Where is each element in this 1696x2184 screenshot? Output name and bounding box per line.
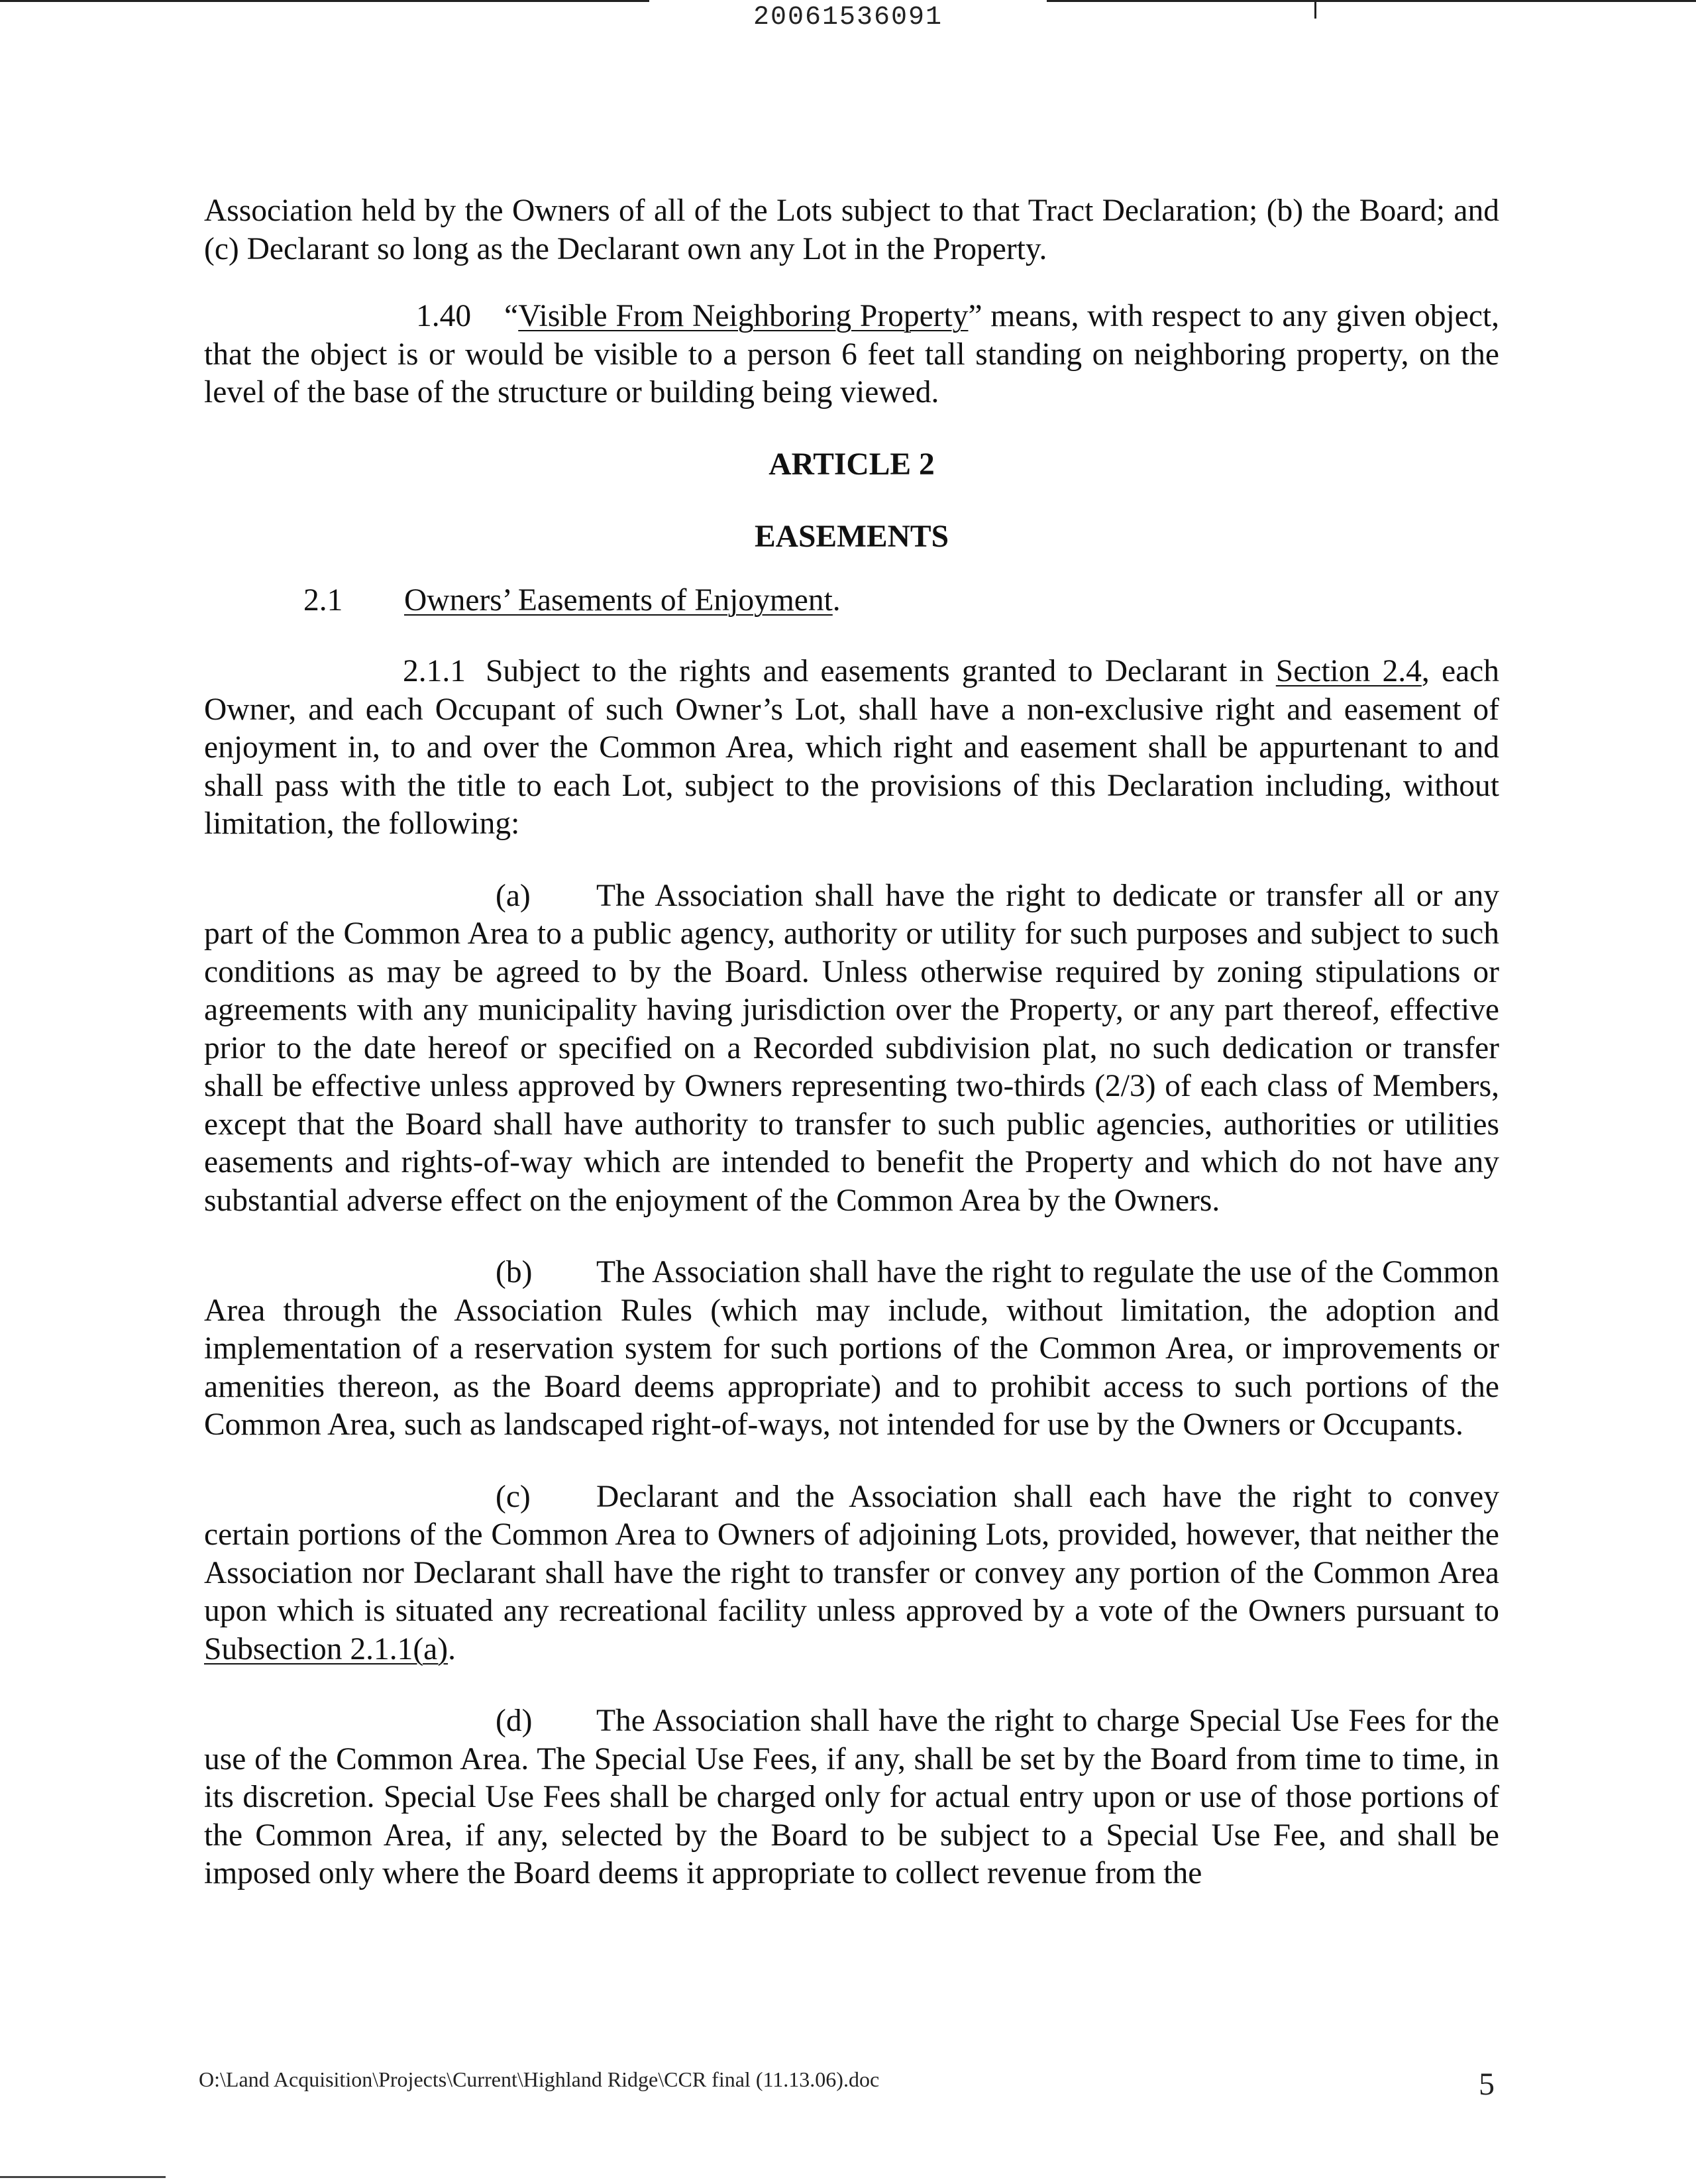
open-quote: “ [504,299,519,333]
subsection-b [204,1254,1499,1445]
bottom-border-line [0,2176,166,2178]
section-2-1-period: . [832,582,841,618]
section-2-1-heading [303,582,1499,620]
subsection-b-label: (b) [496,1255,533,1289]
subsection-b-text: The Association shall have the right to regulate the use of the Common Area through the Association Rules (which may include, without limitation, the adoption and implementation of a reservation system for such portions of the Common Area, or improvements or amenities thereon, as the Board deems appropriate) and to prohibit access to such portions of the Common Area, such as landscaped right-of-ways, not intended for use by the Owners or Occupants. [204,1255,1499,1442]
subsection-a [204,877,1499,1221]
subsection-a-label: (a) [496,878,531,913]
section-1-40-number: 1.40 [416,299,472,333]
subsection-d-text: The Association shall have the right to charge Special Use Fees for the use of the Common Area. The Special Use Fees, if any, shall be set by the Board from time to time, in its discretion. Special Use Fees shall be charged only for actual entry upon or use of those portions of the Common Area, if any, selected by the Board to be subject to a Special Use Fee, and shall be imposed only where the Board deems it appropriate to collect revenue from the [204,1704,1499,1890]
intro-paragraph: Association held by the Owners of all of the Lots subject to that Tract Declaration; (b) the Board; and (c) Declarant so long as the Declarant own any Lot in the Property. [204,193,1499,266]
page-number: 5 [1479,2067,1495,2102]
recording-number: 20061536091 [753,3,943,32]
subsection-c-label: (c) [496,1479,531,1514]
subsection-a-text: The Association shall have the right to dedicate or transfer all or any part of the Common Area to a public agency, authority or utility for such purposes and subject to such conditions as may be agreed to by the Board. Unless otherwise required by zoning stipulations or agreements with any municipality having jurisdiction over the Property, or any part thereof, effective prior to the date hereof or specified on a Recorded subdivision plat, no such dedication or transfer shall be effective unless approved by Owners representing two-thirds (2/3) of each class of Members, except that the Board shall have authority to transfer to such public agencies, authorities or utilities easements and rights-of-way which are intended to benefit the Property and which do not have any substantial adverse effect on the enjoyment of the Common Area by the Owners. [204,878,1499,1218]
top-border-line-left [0,0,649,2]
subsection-d [204,1702,1499,1893]
article-title: EASEMENTS [754,519,949,554]
footer-file-path: O:\Land Acquisition\Projects\Current\Highland Ridge\CCR final (11.13.06).doc [199,2067,880,2091]
section-2-1-1-number: 2.1.1 [403,654,466,688]
defined-term: Visible From Neighboring Property [518,299,969,333]
section-2-1-1 [204,653,1499,844]
section-1-40 [204,298,1499,412]
article-heading: ARTICLE 2 [768,447,935,482]
section-2-1-number: 2.1 [303,582,343,618]
subsection-c-text-after: . [448,1631,456,1666]
section-2-1-1-text-before: Subject to the rights and easements granted to Declarant in [486,654,1276,688]
top-border-line-right [1047,0,1696,2]
subsection-c-text-before: Declarant and the Association shall each have the right to convey certain portions of the Common Area to Owners of adjoining Lots, provided, however, that neither the Association nor Declarant shall have the right to transfer or convey any portion of the Common Area upon which is situated any recreational facility unless approved by a vote of the Owners pursuant to [204,1479,1499,1628]
subsection-d-label: (d) [496,1704,533,1738]
subsection-c [204,1478,1499,1669]
document-body [204,192,1499,1927]
subsection-2-1-1-a-reference: Subsection 2.1.1(a) [204,1631,449,1666]
section-2-1-title: Owners’ Easements of Enjoyment [404,582,833,618]
section-2-4-reference: Section 2.4 [1275,654,1422,688]
section-2-1-1-text-after: , each Owner, and each Occupant of such Owner’s Lot, shall have a non-exclusive right and easement of enjoyment in, to and over the Common Area, which right and easement shall be appurtenant to and shall pass with the title to each Lot, subject to the provisions of this Declaration including, without limitation, the following: [204,654,1500,841]
close-quote: ” [968,299,982,333]
section-1-40-text: means, with respect to any given object, that the object is or would be visible to a person 6 feet tall standing on neighboring property, on the level of the base of the structure or building being viewed. [204,299,1499,410]
